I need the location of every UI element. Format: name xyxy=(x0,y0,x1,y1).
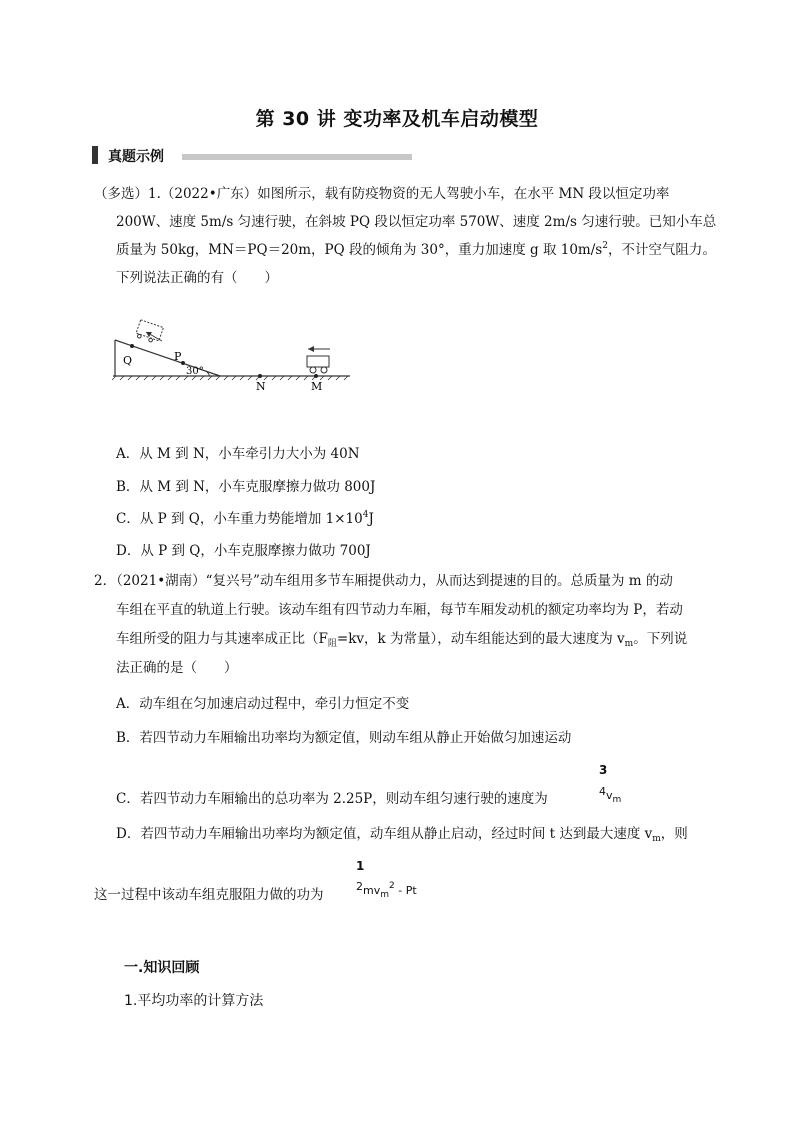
q2-option-d-fraction-numerator: 1 xyxy=(356,859,365,873)
q2-option-a: A．动车组在匀加速启动过程中，牵引力恒定不变 xyxy=(116,696,410,712)
q2-line3: 车组所受的阻力与其速率成正比（$F_阻=kv$，k 为常量），动车组能达到的最大速度为 $v_m$。下列说 xyxy=(116,631,688,649)
q1-line1: （多选）1.（2022•广东）如图所示，载有防疫物资的无人驾驶小车，在水平 MN 段以恒定功率 xyxy=(94,186,670,202)
q1-line3: 质量为 50kg，MN＝PQ＝20m，PQ 段的倾角为 30°，重力加速度 g 取 $10m/s^2$，不计空气阻力。 xyxy=(116,241,716,258)
q2-option-c: C．若四节动力车厢输出的总功率为 2.25P，则动车组匀速行驶的速度为 xyxy=(116,791,548,807)
q1-line4: 下列说法正确的有（ ） xyxy=(116,270,278,286)
q1-option-a: A．从 M 到 N，小车牵引力大小为 40N xyxy=(116,446,360,462)
label-n: N xyxy=(256,380,266,393)
q1-option-b: B．从 M 到 N，小车克服摩擦力做功 800J xyxy=(116,479,376,495)
section-divider xyxy=(182,154,412,160)
label-p: P xyxy=(174,350,182,363)
q2-option-d-continuation: 这一过程中该动车组克服阻力做的功为 xyxy=(94,887,324,903)
section-marker xyxy=(92,146,98,164)
q2-option-c-fraction-numerator: 3 xyxy=(599,763,608,777)
label-m: M xyxy=(311,380,323,393)
recap-item-1: 1.平均功率的计算方法 xyxy=(124,993,264,1009)
incline-figure xyxy=(108,312,358,427)
section-label: 真题示例 xyxy=(108,149,164,165)
recap-heading: 一.知识回顾 xyxy=(124,960,200,976)
q2-option-b: B．若四节动力车厢输出功率均为额定值，则动车组从静止开始做匀加速运动 xyxy=(116,730,572,746)
q2-line4: 法正确的是（ ） xyxy=(116,660,238,676)
q2-line1: 2．（2021•湖南）“复兴号”动车组用多节车厢提供动力，从而达到提速的目的。总质量为 m 的动 xyxy=(94,573,673,589)
q2-option-d-expression: $mv_m^2$ - Pt xyxy=(363,881,417,900)
label-angle: 30° xyxy=(186,366,204,377)
q2-option-c-fraction-denominator: 4 xyxy=(599,785,606,798)
q1-line2: 200W、速度 5m/s 匀速行驶，在斜坡 PQ 段以恒定功率 570W、速度 2m/s 匀速行驶。已知小车总 xyxy=(116,214,717,230)
label-q: Q xyxy=(123,354,133,367)
q2-option-d-fraction-denominator: 2 xyxy=(356,880,363,893)
q2-option-d: D．若四节动力车厢输出功率均为额定值，动车组从静止启动，经过时间 t 达到最大速度 $v_m$，则 xyxy=(116,826,688,844)
q1-option-c: C．从 P 到 Q，小车重力势能增加 $1\times 10^4J$ xyxy=(116,510,374,527)
q1-option-d: D．从 P 到 Q，小车克服摩擦力做功 700J xyxy=(116,543,371,559)
q2-option-c-variable: $v_m$ xyxy=(606,789,622,805)
page-title: 第 30 讲 变功率及机车启动模型 xyxy=(255,108,539,130)
q2-line2: 车组在平直的轨道上行驶。该动车组有四节动力车厢，每节车厢发动机的额定功率均为 P，若动 xyxy=(116,602,683,618)
